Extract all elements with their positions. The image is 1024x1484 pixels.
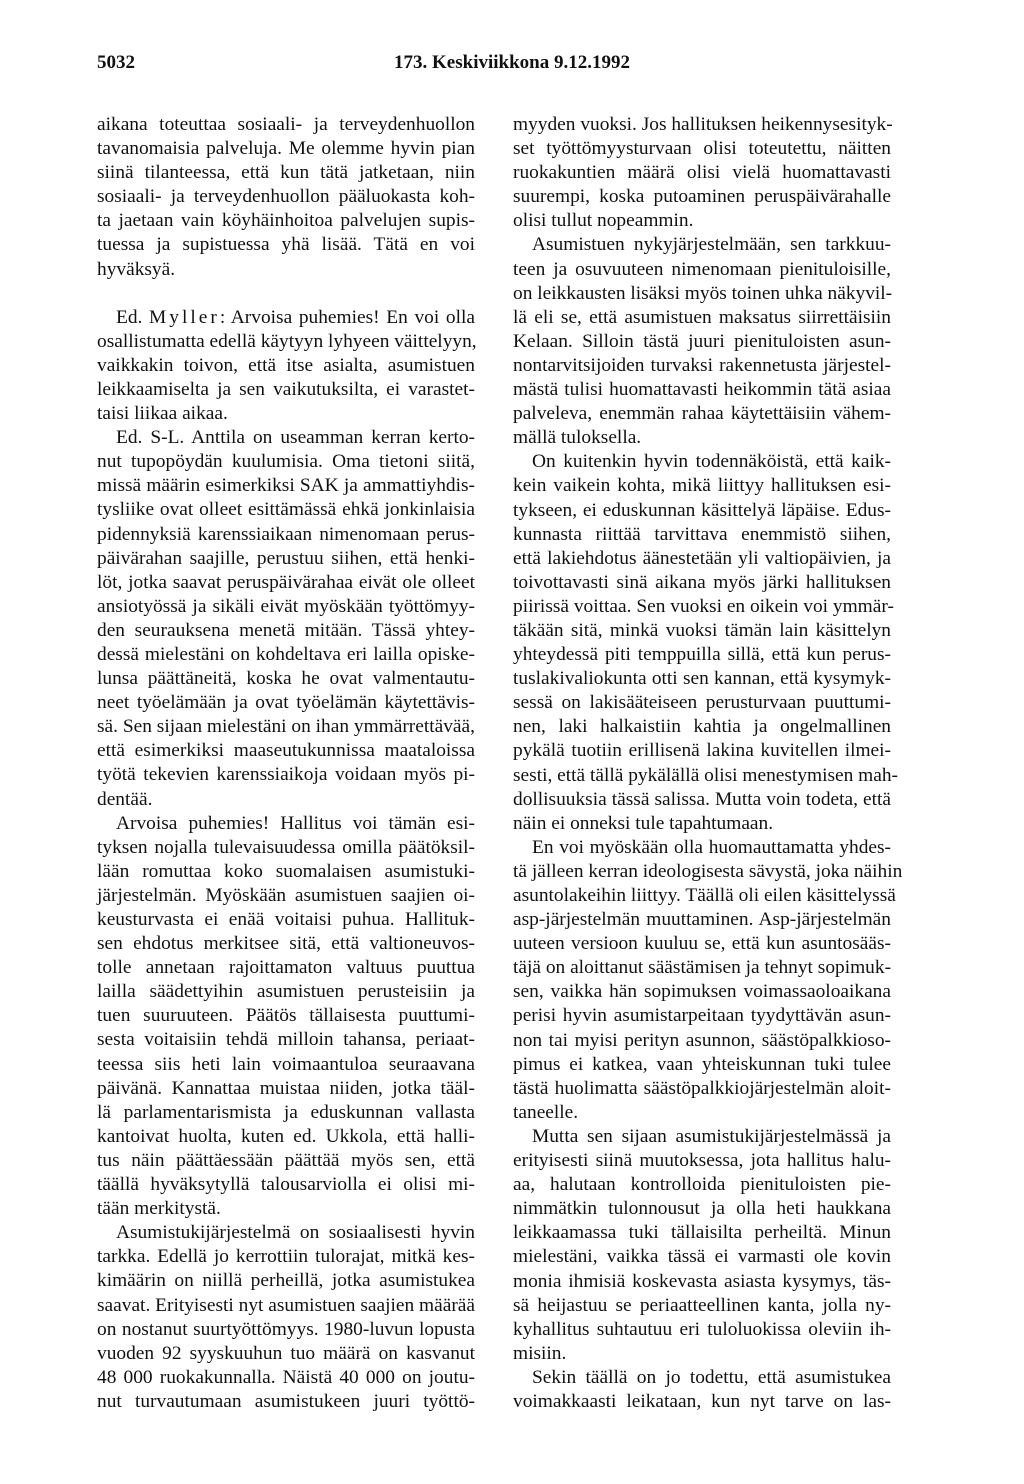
text-line: misiin. (513, 1342, 567, 1364)
text-line: tuslakivaliokunta otti sen kannan, että kysymyk- (513, 668, 891, 690)
text-line: tä jälleen kerran ideologisesta sävystä, joka näihin (513, 860, 903, 882)
text-line: tysliike ovat olleet esittämässä ehkä jonkinlaisia (97, 499, 475, 521)
text-line: että lakiehdotus äänestetään yli valtiopäivien, ja (513, 547, 891, 569)
text-line: teessa siis heti lain voimaantuloa seuraavana (97, 1053, 475, 1075)
text-line: Arvoisa puhemies! Hallitus voi tämän esi- (116, 812, 475, 834)
text-line: toivottavasti sinä aikana myös järki hallituksen (513, 571, 891, 593)
text-line: suurempi, koska putoaminen peruspäivärahalle (513, 186, 891, 208)
text-line: set työttömyysturvaan olisi toteutettu, näitten (513, 138, 891, 160)
text-line: On kuitenkin hyvin todennäköistä, että kaik- (532, 451, 891, 473)
text-line: palveleva, enemmän rahaa käytettäisiin vähem- (513, 403, 891, 425)
text-line: En voi myöskään olla huomauttamatta yhdes- (532, 836, 891, 858)
text-line: tus näin päättäessään päättää myös sen, että (97, 1149, 475, 1171)
text-line: teen ja osuvuuteen nimenomaan pienituloisille, (513, 258, 891, 280)
text-line: yhteydessä piti temppuilla sillä, että kun perus- (513, 644, 891, 666)
text-line: mielestäni, vaikka tässä ei varmasti ole kovin (513, 1246, 891, 1268)
text-line: lunsa päättäneitä, koska he ovat valmentautu- (97, 668, 475, 690)
text-line: sesti, että tällä pykälällä olisi menestymisen mah- (513, 764, 899, 786)
text-line: tuen suuruuteen. Päätös tällaisesta puuttumi- (97, 1005, 475, 1027)
text-line: monia ihmisiä koskevasta asiasta kysymys, täs- (513, 1270, 891, 1292)
text-line: Kelaan. Silloin tästä juuri pienituloisten asun- (513, 330, 891, 352)
text-line: neet työelämään ja ovat työelämän käytettävis- (97, 692, 475, 714)
text-line: ansiotyössä ja sikäli eivät myöskään työttömyy- (97, 595, 475, 617)
right-text-column (513, 113, 903, 1414)
text-line: ta jaetaan vain köyhäinhoitoa palvelujen supis- (97, 210, 475, 232)
text-line: tästä huolimatta säästöpalkkiojärjestelmän aloit- (513, 1077, 891, 1099)
text-line: aa, halutaan kontrolloida pienituloisten pie- (513, 1174, 891, 1196)
text-line: den seurauksena menetä mitään. Tässä yhtey- (97, 619, 475, 641)
page-header (97, 52, 927, 76)
text-line: päivärahan saajille, perustuu siihen, että henki- (97, 547, 475, 569)
text-line: Sekin täällä on jo todettu, että asumistukea (532, 1366, 891, 1388)
text-line: täkään sitä, minkä vuoksi tämän lain käsittelyn (513, 619, 891, 641)
text-line: kimäärin on niillä perheillä, jotka asumistukea (97, 1270, 475, 1292)
text-line: täjä on aloittanut säästämisen ja tehnyt sopimuk- (513, 957, 892, 979)
text-line: nimmätkin tulonnousut ja olla heti haukkana (513, 1198, 891, 1220)
text-line: järjestelmän. Myöskään asumistuen saajien oi- (97, 884, 475, 906)
text-line: Mutta sen sijaan asumistukijärjestelmässä ja (532, 1125, 891, 1147)
text-line: sen ehdotus merkitsee sitä, että valtioneuvos- (97, 933, 475, 955)
text-line: lä eli se, että asumistuen maksatus siirrettäisiin (513, 306, 891, 328)
text-line: pykälä tuotiin erillisenä lakina kuvitellen ilmei- (513, 740, 891, 762)
text-line: työtä tekevien karenssiaikoja voidaan myös pi- (97, 764, 475, 786)
text-line: näin ei onneksi tule tapahtumaan. (513, 812, 774, 834)
text-line: siinä tilanteessa, että kun tätä jatketaan, niin (97, 162, 475, 184)
text-line: pidennyksiä karenssiaikaan nimenomaan perus- (97, 523, 475, 545)
text-line: sosiaali- ja terveydenhuollon pääluokasta koh- (97, 186, 475, 208)
text-line: mästä tulisi huomattavasti heikommin tätä asiaa (513, 379, 891, 401)
text-line: sä. Sen sijaan mielestäni on ihan ymmärrettävää, (97, 716, 475, 738)
text-line: Asumistukijärjestelmä on sosiaalisesti hyvin (116, 1222, 475, 1244)
text-line: leikkaamiselta ja sen vaikutuksilta, ei varastet- (97, 378, 475, 400)
text-line: perisi hyvin asumistarpeitaan tyydyttävän asun- (513, 1005, 891, 1027)
text-line: kantoivat huolta, kuten ed. Ukkola, että halli- (97, 1125, 475, 1147)
text-line: dessä mielestäni on kohdeltava eri lailla opiske- (97, 643, 475, 665)
text-line: myyden vuoksi. Jos hallituksen heikennysesityk- (513, 114, 893, 135)
text-line: mällä tuloksella. (513, 427, 642, 449)
text-line: Ed. Myller: Arvoisa puhemies! En voi olla (116, 306, 475, 328)
text-line: on leikkausten lisäksi myös toinen uhka näkyvil- (513, 282, 893, 304)
text-line: tyksen nojalla tulevaisuudessa omilla päätöksil- (97, 836, 475, 858)
text-line: 48 000 ruokakunnalla. Näistä 40 000 on joutu- (97, 1366, 475, 1388)
page-number: 5032 (97, 52, 135, 73)
text-line: tään merkitystä. (97, 1198, 221, 1220)
text-line: keusturvasta ei enää voitaisi puhua. Hallituk- (97, 909, 475, 930)
text-line: sesta voitaisiin tehdä milloin tahansa, periaat- (97, 1029, 475, 1051)
text-line: ruokakuntien määrä olisi vielä huomattavasti (513, 162, 891, 184)
text-line: päivänä. Kannattaa muistaa niiden, jotka tääl- (97, 1077, 475, 1099)
text-line: tarkka. Edellä jo kerrottiin tulorajat, mitkä kes- (97, 1246, 475, 1268)
text-line: Asumistuen nykyjärjestelmään, sen tarkkuu- (532, 234, 891, 256)
text-line: erityisesti siinä muutoksessa, jota hallitus halu- (513, 1150, 891, 1172)
text-line: uuteen versioon kuuluu se, että kun asuntosääs- (513, 933, 891, 955)
text-line: hyväksyä. (97, 258, 176, 280)
left-text-column (97, 113, 475, 1414)
text-line: non tai myisi perityn asunnon, säästöpalkkioso- (513, 1029, 891, 1051)
text-line: että esimerkiksi maaseutukunnissa maataloissa (97, 740, 475, 762)
text-line: sessä on lakisääteiseen perusturvaan puuttumi- (513, 692, 891, 714)
text-line: lään romuttaa koko suomalaisen asumistuki- (97, 860, 475, 882)
text-line: taisi liikaa aikaa. (97, 403, 228, 425)
text-line: löt, jotka saavat peruspäivärahaa eivät ole olleet (97, 571, 475, 593)
text-line: voimakkaasti leikataan, kun nyt tarve on las- (513, 1390, 891, 1412)
text-line: sä heijastuu se periaatteellinen kanta, jolla ny- (513, 1294, 891, 1316)
speaker-name: Myller (149, 306, 220, 328)
text-line: tavanomaisia palveluja. Me olemme hyvin pian (97, 138, 475, 160)
text-line: lailla säädettyihin asumistuen perusteisiin ja (97, 981, 475, 1003)
text-line: asuntolakeihin liittyy. Täällä oli eilen käsittelyssä (513, 885, 896, 906)
text-line: leikkaamassa tuki tällaisilta perheiltä. Minun (513, 1222, 891, 1244)
text-line: kyhallitus suhtautuu eri tuloluokissa oleviin ih- (513, 1318, 891, 1340)
text-line: aikana toteuttaa sosiaali- ja terveydenhuollon (97, 114, 475, 135)
text-line: kunnasta riittää tarvittava enemmistö siihen, (513, 523, 891, 545)
text-line: lä parlamentarismista ja eduskunnan vallasta (97, 1101, 475, 1123)
text-line: täällä hyväksytyllä talousarviolla ei olisi mi- (97, 1174, 475, 1196)
text-line: vaikkakin toivon, että itse asialta, asumistuen (97, 354, 475, 376)
text-line: nut turvautumaan asumistukeen juuri työttö- (97, 1390, 475, 1412)
text-line: tykseen, ei eduskunnan käsittelyä läpäise. Edus- (513, 499, 891, 521)
text-line: kein vaikein kohta, mikä liittyy hallituksen esi- (513, 475, 891, 497)
text-line: dentää. (97, 788, 153, 810)
text-line: Ed. S-L. Anttila on useamman kerran kerto- (116, 427, 475, 449)
text-line: on nostanut suurtyöttömyys. 1980-luvun lopusta (97, 1318, 475, 1340)
text-line: vuoden 92 syyskuuhun tuo määrä on kasvanut (97, 1342, 475, 1364)
text-line: saavat. Erityisesti nyt asumistuen saajien määrää (97, 1294, 475, 1316)
text-line: dollisuuksia tässä salissa. Mutta voin todeta, että (513, 788, 891, 810)
text-line: nen, laki halkaistiin kahtia ja ongelmallinen (513, 716, 891, 738)
text-line: missä määrin esimerkiksi SAK ja ammattiyhdis- (97, 475, 475, 497)
text-line: pimus ei katkea, vaan yhteiskunnan tuki tulee (513, 1053, 891, 1075)
text-line: piirissä voittaa. Sen vuoksi en oikein voi ymmär- (513, 595, 894, 617)
text-line: tuessa ja supistuessa yhä lisää. Tätä en voi (97, 234, 475, 256)
text-line: osallistumatta edellä käytyyn lyhyeen väittelyyn, (97, 330, 477, 352)
text-line: tolle annetaan rajoittamaton valtuus puuttua (97, 957, 475, 979)
text-line: taneelle. (513, 1101, 579, 1123)
session-date: 173. Keskiviikkona 9.12.1992 (394, 52, 630, 73)
text-line: nut tupopöydän kuulumisia. Oma tietoni siitä, (97, 451, 475, 473)
text-line: nontarvitsijoiden turvaksi rakennetusta järjestel- (513, 354, 891, 376)
text-line: sen, vaikka hän sopimuksen voimassaoloaikana (513, 981, 891, 1003)
text-line: asp-järjestelmän muuttaminen. Asp-järjestelmän (513, 909, 891, 931)
text-line: olisi tullut nopeammin. (513, 210, 694, 232)
